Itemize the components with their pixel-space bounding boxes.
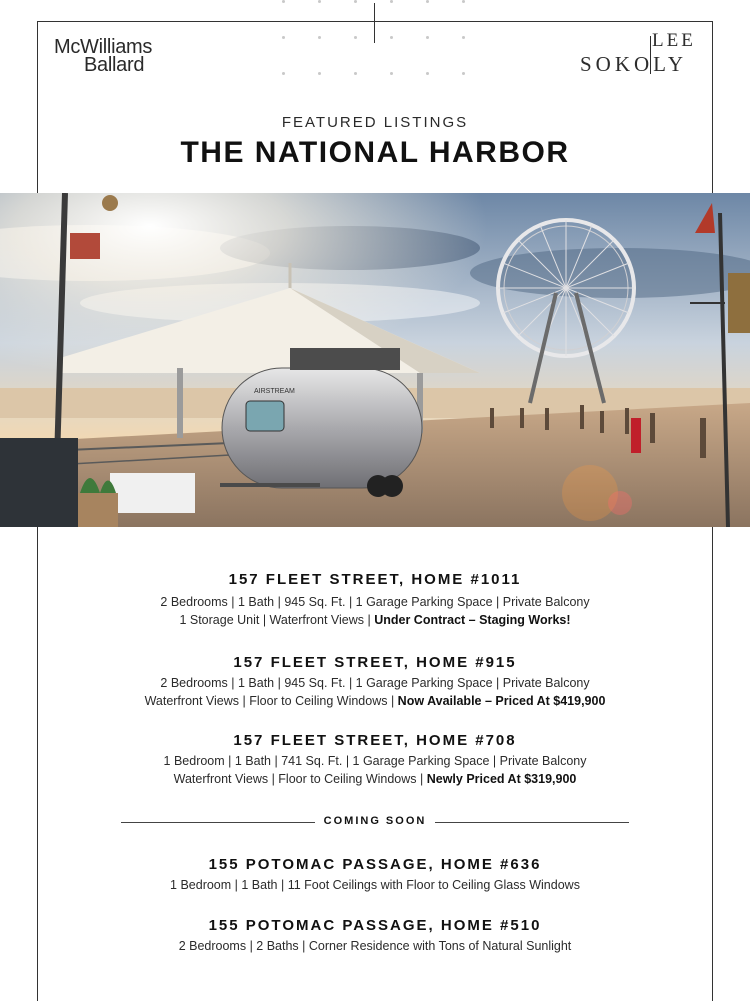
lee-sokoly-logo[interactable] (580, 30, 700, 78)
logo-word-sokoly: SOKOLY (580, 52, 688, 76)
listing-name[interactable]: 157 FLEET STREET, HOME #915 (233, 654, 517, 671)
listing-features: Waterfront Views | Floor to Ceiling Windows | (144, 694, 398, 708)
listing-510[interactable] (0, 917, 750, 955)
trailer-label: AIRSTREAM (254, 388, 295, 395)
listing-details: 2 Bedrooms | 2 Baths | Corner Residence with Tons of Natural Sunlight (178, 939, 572, 953)
logo-line-2: Ballard (84, 54, 145, 76)
center-divider-tick (374, 3, 375, 43)
listing-status-line (0, 770, 750, 788)
listing-name[interactable]: 157 FLEET STREET, HOME #1011 (228, 571, 522, 588)
listing-name[interactable]: 157 FLEET STREET, HOME #708 (233, 732, 517, 749)
listing-details: 2 Bedrooms | 1 Bath | 945 Sq. Ft. | 1 Garage Parking Space | Private Balcony (160, 676, 590, 690)
listing-status-line (0, 611, 750, 629)
logo-line-1: McWilliams (54, 36, 153, 58)
hero-photo (0, 193, 750, 527)
decorative-dot-grid (270, 0, 480, 78)
listing-features: Waterfront Views | Floor to Ceiling Windows | (173, 772, 427, 786)
coming-soon-label: COMING SOON (323, 815, 427, 827)
divider-rule-right (435, 822, 629, 823)
listing-details: 1 Bedroom | 1 Bath | 11 Foot Ceilings with Floor to Ceiling Glass Windows (170, 878, 580, 892)
listing-name[interactable]: 155 POTOMAC PASSAGE, HOME #636 (208, 856, 542, 873)
mcwilliams-ballard-logo[interactable] (54, 38, 152, 74)
listing-status: Under Contract – Staging Works! (374, 613, 571, 627)
listing-1011[interactable] (0, 571, 750, 629)
section-kicker: FEATURED LISTINGS (281, 114, 469, 131)
page-title: THE NATIONAL HARBOR (180, 136, 570, 169)
listing-status: Newly Priced At $319,900 (426, 772, 577, 786)
listing-708[interactable] (0, 732, 750, 788)
listing-status-line (0, 692, 750, 710)
listing-name[interactable]: 155 POTOMAC PASSAGE, HOME #510 (208, 917, 542, 934)
listing-details: 2 Bedrooms | 1 Bath | 945 Sq. Ft. | 1 Garage Parking Space | Private Balcony (160, 595, 590, 609)
listing-details: 1 Bedroom | 1 Bath | 741 Sq. Ft. | 1 Garage Parking Space | Private Balcony (163, 754, 587, 768)
coming-soon-divider (121, 815, 629, 833)
listing-status: Now Available – Priced At $419,900 (397, 694, 606, 708)
listing-636[interactable] (0, 856, 750, 894)
listing-915[interactable] (0, 654, 750, 710)
listing-features: 1 Storage Unit | Waterfront Views | (179, 613, 375, 627)
logo-word-lee: LEE (652, 30, 696, 51)
